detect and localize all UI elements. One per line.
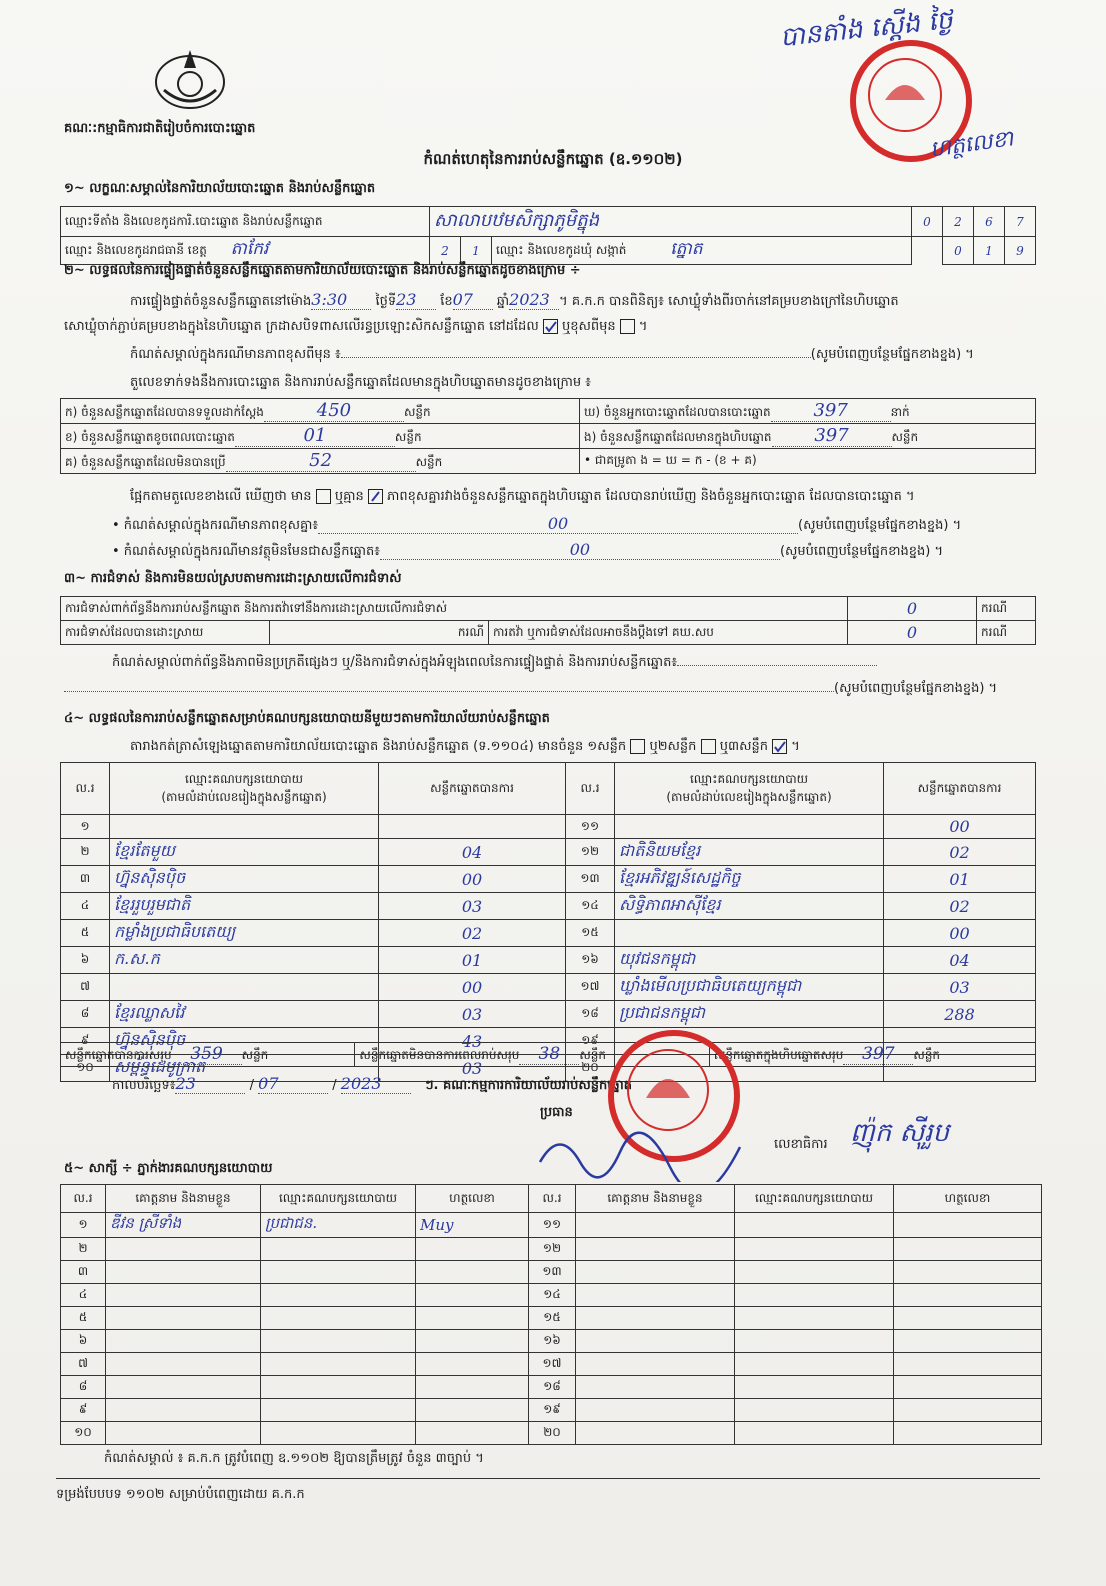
- witness-name[interactable]: [576, 1422, 735, 1445]
- witness-party[interactable]: [261, 1376, 416, 1399]
- witness-party[interactable]: [735, 1376, 894, 1399]
- row-number: ២: [61, 839, 110, 866]
- kho-value: 397: [771, 400, 891, 422]
- date-month: 07: [258, 1074, 328, 1094]
- party-name: ហ្វ៊ុនស៊ិនប៉ិច: [110, 866, 379, 893]
- commune-code-digit: 9: [1005, 237, 1036, 265]
- row-number: ១៧: [529, 1353, 576, 1376]
- row-number: ១៩: [529, 1399, 576, 1422]
- province-code-digit: 1: [461, 237, 492, 265]
- date-line: កាលបរិច្ឆេទ៖23 / 07 / 2023 ៗ. គណៈកម្មការការិយាល័យរាប់សន្លឹកឆ្នោត: [112, 1074, 632, 1093]
- table-row: [61, 920, 1036, 947]
- row-number: ១៩: [566, 1028, 615, 1055]
- party-name: ក.ស.ក: [110, 947, 379, 974]
- row-number: ២: [61, 1238, 106, 1261]
- witness-name[interactable]: [576, 1330, 735, 1353]
- witness-signature[interactable]: [894, 1399, 1042, 1422]
- witness-party[interactable]: [735, 1284, 894, 1307]
- seal-line: សោឃ្លុំចាក់ភ្ជាប់គម្របខាងក្នុងនៃហិបឆ្នោត ក្រដាសបិទពាសលើរន្ធប្រឡោះសិកសន្លឹកឆ្នោត នៅដដែល ឬខុសពីមុន ។: [64, 319, 648, 334]
- different-checkbox[interactable]: [620, 319, 635, 334]
- station-code-digit: 2: [943, 207, 974, 237]
- station-value: សាលាបឋមសិក្សាភូមិត្នុង: [430, 207, 912, 237]
- party-name: សិទ្ធិភាពអាស៊ីខ្មែរ: [615, 893, 884, 920]
- tally-sheet-line: តារាងកត់ត្រាសំឡេងឆ្នោតតាមការិយាល័យបោះឆ្នោត និងរាប់សន្លឹកឆ្នោត (ទ.១១០៤) មានចំនួន ១សន្លឹក ឬ២សន្លឹក ឬ៣សន្លឹក ។: [130, 739, 800, 754]
- section2-title: ២~ លទ្ធផលនៃការផ្ទៀងផ្ទាត់ចំនួនសន្លឹកឆ្នោតតាមការិយាល័យបោះឆ្នោត និងរាប់សន្លឹកឆ្នោតដូចខាងក្រោម ÷: [64, 263, 581, 278]
- province-label: ឈ្មោះ និងលេខកូដរាជធានី ខេត្ត តាកែវ: [61, 237, 430, 265]
- vote-count: 02: [884, 893, 1036, 920]
- month-value: 07: [453, 290, 493, 310]
- station-code-digit: 0: [912, 207, 943, 237]
- invalid-total: សន្លឹកឆ្នោតមិនបានការពេលរាប់សរុប 38 សន្លឹក: [355, 1043, 709, 1067]
- witness-signature[interactable]: [416, 1422, 529, 1445]
- figures-table: ក) ចំនួនសន្លឹកឆ្នោតដែលបានទទួលដាក់ស្ដែង 450 សន្លឹក ឃ) ចំនួនអ្នកបោះឆ្នោតដែលបានបោះឆ្នោត 397 នាក់ ខ) ចំនួនសន្លឹកឆ្នោតខូចពេលបោះឆ្នោត 01 សន្លឹក ង) ចំនួនសន្លឹកឆ្នោតដែលមានក្នុងហិបឆ្នោត 397 សន្លឹក គ) ចំនួនសន្លឹកឆ្នោតដែលមិនបានប្រើ 52 សន្លឹក • ជាគម្រូតា ង = ឃ = ក - (ខ + គ): [60, 398, 1036, 474]
- vote-count: [379, 815, 566, 839]
- three-sheet-checkbox[interactable]: [772, 739, 787, 754]
- witness-party[interactable]: [261, 1353, 416, 1376]
- commune-label: ឈ្មោះ និងលេខកូដឃុំ សង្កាត់ ត្នោត: [492, 237, 912, 265]
- irregularity-note: កំណត់សម្គាល់ពាក់ព័ន្ធនឹងភាពមិនប្រក្រតីផ្សេងៗ ឬ/និងការជំទាស់ក្នុងអំឡុងពេលនៃការផ្ទៀងផ្ទាត់ និងការរាប់សន្លឹកឆ្នោត៖: [112, 654, 1040, 673]
- chair-label: ប្រធាន: [540, 1105, 573, 1120]
- witness-name[interactable]: [576, 1353, 735, 1376]
- table-row: [61, 1261, 1042, 1284]
- national-emblem-icon: [150, 42, 230, 114]
- vote-count: 00: [379, 974, 566, 1001]
- witness-signature[interactable]: [416, 1353, 529, 1376]
- witness-party[interactable]: ប្រជាជន.: [261, 1213, 416, 1238]
- two-sheet-checkbox[interactable]: [701, 739, 716, 754]
- figures-intro: តួលេខទាក់ទងនឹងការបោះឆ្នោត និងការរាប់សន្លឹកឆ្នោតដែលមានក្នុងហិបឆ្នោតមានដូចខាងក្រោម ៖: [130, 375, 591, 390]
- table-row: [61, 1399, 1042, 1422]
- vote-count: 02: [379, 920, 566, 947]
- irregularity-note-line2: (សូមបំពេញបន្ថែមផ្នែកខាងខ្នង) ។: [64, 680, 1040, 699]
- witness-party[interactable]: [261, 1284, 416, 1307]
- row-number: ៩: [61, 1028, 110, 1055]
- row-number: ១១: [529, 1213, 576, 1238]
- witness-name[interactable]: [576, 1284, 735, 1307]
- row-number: ៤: [61, 1284, 106, 1307]
- row-number: ១៨: [566, 1001, 615, 1028]
- table-row: [61, 893, 1036, 920]
- commune-code-digit: 0: [943, 237, 974, 265]
- row-number: ១២: [529, 1238, 576, 1261]
- vote-count: 00: [379, 866, 566, 893]
- has-difference-checkbox[interactable]: [316, 489, 331, 504]
- witness-signature[interactable]: [894, 1284, 1042, 1307]
- party-name: ឃ្លាំងមើលប្រជាធិបតេយ្យកម្ពុជា: [615, 974, 884, 1001]
- party-name: ជាតិនិយមខ្មែរ: [615, 839, 884, 866]
- ngo-value: 397: [772, 425, 892, 447]
- party-name: កម្លាំងប្រជាធិបតេយ្យ: [110, 920, 379, 947]
- station-code-digit: 7: [1005, 207, 1036, 237]
- objection-row1-value: 0: [848, 597, 977, 621]
- valid-total-value: 359: [172, 1044, 242, 1065]
- witness-name[interactable]: [106, 1261, 261, 1284]
- resolved-label: ការជំទាស់ដែលបានដោះស្រាយ: [61, 621, 270, 645]
- witness-signature[interactable]: [894, 1376, 1042, 1399]
- row-number: ១១: [566, 815, 615, 839]
- org-name: គណៈ:កម្មាធិការជាតិរៀបចំការបោះឆ្នោត: [64, 121, 256, 136]
- row-number: ១៤: [566, 893, 615, 920]
- witness-name[interactable]: [576, 1307, 735, 1330]
- committee-label: ៗ. គណៈកម្មការការិយាល័យរាប់សន្លឹកឆ្នោត: [424, 1078, 632, 1093]
- row-number: ៧: [61, 1353, 106, 1376]
- vote-count: 01: [884, 866, 1036, 893]
- verification-line: ការផ្ទៀងផ្ទាត់ចំនួនសន្លឹកឆ្នោតនៅម៉ោង3:30 ថ្ងៃទី23 ខែ07 ឆ្នាំ2023 ។ គ.ក.ក បានពិនិត្យ៖ សោឃ្លុំទាំងពីរចាក់នៅគម្របខាងក្រៅនៃហិបឆ្នោត: [130, 290, 899, 309]
- row-number: ៨: [61, 1001, 110, 1028]
- row-number: ៨: [61, 1376, 106, 1399]
- witness-signature[interactable]: Muy: [416, 1213, 529, 1238]
- row-number: ១០: [61, 1055, 110, 1082]
- results-table: ល.រ ឈ្មោះគណបក្សនយោបាយ (តាមលំដាប់លេខរៀងក្នុងសន្លឹកឆ្នោត) សន្លឹកឆ្នោតបានការ ល.រ ឈ្មោះគណបក្សនយោបាយ (តាមលំដាប់លេខរៀងក្នុងសន្លឹកឆ្នោត) សន្លឹកឆ្នោតបានការ ១ ១១ 00 ២ ខ្មែរតែមួយ 04 ១២ ជាតិនិយមខ្មែរ 02 ៣ ហ្វ៊ុនស៊ិនប៉ិច 00 ១៣ ខ្មែរអភិវឌ្ឍន៍សេដ្ឋកិច្ច 01 ៤ ខ្មែររួបរួមជាតិ 03 ១៤ សិទ្ធិភាពអាស៊ីខ្មែរ 02 ៥ កម្លាំងប្រជាធិបតេយ្យ 02 ១៥ 00 ៦ ក.ស.ក 01 ១៦ យុវជនកម្ពុជា 04 ៧ 00 ១៧ ឃ្លាំងមើលប្រជាធិបតេយ្យកម្ពុជា 03 ៨ ខ្មែរឈ្លាសវៃ 03 ១៨ ប្រជាជនកម្ពុជា 288 ៩ ហ្វ៊ុនស៊ិនប៉ិច 43 ១៩ ១០ សម្ព័ន្ធដេមូក្រាត 03 ២០: [60, 762, 1036, 1082]
- party-name: [615, 815, 884, 839]
- table-row: [61, 1376, 1042, 1399]
- vote-count: 01: [379, 947, 566, 974]
- witness-party[interactable]: [735, 1307, 894, 1330]
- table-row: [61, 1001, 1036, 1028]
- row-number: ១: [61, 1213, 106, 1238]
- difference-check-line: ផ្អែកតាមតួលេខខាងលើ ឃើញថា មាន ឬគ្មាន ភាពខុសគ្នារវាងចំនួនសន្លឹកឆ្នោតក្នុងហិបឆ្នោត ដែលបានរាប់ឃើញ និងចំនួនអ្នកបោះឆ្នោត ដែលបានបោះឆ្នោត ។: [130, 489, 915, 504]
- table-row: [61, 1213, 1042, 1238]
- witness-name[interactable]: [106, 1330, 261, 1353]
- ko-value: 52: [226, 450, 416, 472]
- appeal-value: 0: [848, 621, 977, 645]
- vote-count: 02: [884, 839, 1036, 866]
- vote-count: 288: [884, 1001, 1036, 1028]
- witness-party[interactable]: [261, 1238, 416, 1261]
- witness-party[interactable]: [261, 1330, 416, 1353]
- commune-value: ត្នោត: [670, 239, 703, 259]
- box-total-value: 397: [843, 1044, 913, 1065]
- party-name: [110, 974, 379, 1001]
- witness-name[interactable]: [106, 1353, 261, 1376]
- valid-total: សន្លឹកឆ្នោតបានការសរុប 359 សន្លឹក: [61, 1043, 355, 1067]
- party-name: ប្រជាជនកម្ពុជា: [615, 1001, 884, 1028]
- station-label: ឈ្មោះទីតាំង និងលេខកូដការិ.បោះឆ្នោត និងរាប់សន្លឹកឆ្នោត: [61, 207, 430, 237]
- party-name: [615, 920, 884, 947]
- witness-signature[interactable]: [894, 1422, 1042, 1445]
- time-value: 3:30: [311, 290, 371, 310]
- row-number: ៣: [61, 1261, 106, 1284]
- row-number: ១៣: [529, 1261, 576, 1284]
- same-checkbox[interactable]: [543, 319, 558, 334]
- party-name: ខ្មែរអភិវឌ្ឍន៍សេដ្ឋកិច្ច: [615, 866, 884, 893]
- row-number: ៥: [61, 1307, 106, 1330]
- witness-signature[interactable]: [416, 1376, 529, 1399]
- row-number: ៦: [61, 1330, 106, 1353]
- vote-count: 03: [379, 893, 566, 920]
- witness-signature[interactable]: [894, 1238, 1042, 1261]
- table-row: [61, 815, 1036, 839]
- day-value: 23: [396, 290, 436, 310]
- witness-name[interactable]: [576, 1238, 735, 1261]
- row-number: ៧: [61, 974, 110, 1001]
- row-number: ៦: [61, 947, 110, 974]
- witness-signature[interactable]: [416, 1330, 529, 1353]
- bullet2-line: • កំណត់សម្គាល់ក្នុងករណីមានវត្ថុមិនមែនជាសន្លឹកឆ្នោត៖ 00 (សូមបំពេញបន្ថែមផ្នែកខាងខ្នង) ។: [112, 540, 944, 559]
- bullet1-value: 00: [318, 514, 798, 534]
- party-name: យុវជនកម្ពុជា: [615, 947, 884, 974]
- row-number: ១: [61, 815, 110, 839]
- witness-signature[interactable]: [894, 1330, 1042, 1353]
- row-number: ១៥: [529, 1307, 576, 1330]
- witness-signature[interactable]: [894, 1213, 1042, 1238]
- section1-title: ១~ លក្ខណៈសម្គាល់នៃការិយាល័យបោះឆ្នោត និងរាប់សន្លឹកឆ្នោត: [64, 181, 376, 196]
- row-number: ២០: [566, 1055, 615, 1082]
- table-row: [61, 1422, 1042, 1445]
- witness-table: ល.រ គោត្តនាម និងនាមខ្លួន ឈ្មោះគណបក្សនយោបាយ ហត្ថលេខា ល.រ គោត្តនាម និងនាមខ្លួន ឈ្មោះគណបក្សនយោបាយ ហត្ថលេខា ១ ឌីវន ស្រីទាំង ប្រជាជន. Muy ១១ ២ ១២ ៣ ១៣ ៤ ១៤ ៥ ១៥ ៦ ១៦ ៧ ១៧ ៨ ១៨ ៩ ១៩ ១០ ២០: [60, 1184, 1042, 1445]
- party-name: សម្ព័ន្ធដេមូក្រាត: [110, 1055, 379, 1082]
- witness-signature[interactable]: [416, 1261, 529, 1284]
- date-year: 2023: [341, 1074, 411, 1094]
- party-name: [110, 815, 379, 839]
- no-difference-checkbox[interactable]: [368, 489, 383, 504]
- row-number: ១៧: [566, 974, 615, 1001]
- handwritten-note: បានតាំង ស្ដើង ថ្ងៃ: [778, 5, 955, 53]
- table-row: [61, 947, 1036, 974]
- vote-count: 04: [379, 839, 566, 866]
- witness-party[interactable]: [735, 1261, 894, 1284]
- row-number: ១៨: [529, 1376, 576, 1399]
- form-title: កំណត់ហេតុនៃការរាប់សន្លឹកឆ្នោត (ឧ.១១០២): [423, 150, 683, 168]
- party-name: ហ្វ៊ុនស៊ិនប៉ិច: [110, 1028, 379, 1055]
- one-sheet-checkbox[interactable]: [630, 739, 645, 754]
- box-total: សន្លឹកឆ្នោតក្នុងហិបឆ្នោតសរុប 397 សន្លឹក: [709, 1043, 1035, 1067]
- objection-table: ការជំទាស់ពាក់ព័ន្ធនឹងការរាប់សន្លឹកឆ្នោត និងការតវ៉ាទៅនឹងការដោះស្រាយលើការជំទាស់ 0 ករណី ការជំទាស់ដែលបានដោះស្រាយ ករណី ការតវ៉ា ឬការជំទាស់ដែលអាចនឹងប្ដឹងទៅ គឃ.សប 0 ករណី: [60, 596, 1036, 645]
- table-row: [61, 866, 1036, 893]
- witness-name[interactable]: [106, 1399, 261, 1422]
- row-number: ១៤: [529, 1284, 576, 1307]
- ka-value: 450: [264, 400, 404, 422]
- station-code-digit: 6: [974, 207, 1005, 237]
- chair-signature: [530, 1122, 750, 1186]
- witness-party[interactable]: [735, 1238, 894, 1261]
- party-name: ខ្មែរតែមួយ: [110, 839, 379, 866]
- row-number: ៣: [61, 866, 110, 893]
- appeal-label: ការតវ៉ា ឬការជំទាស់ដែលអាចនឹងប្ដឹងទៅ គឃ.សប: [489, 621, 848, 645]
- witness-name[interactable]: ឌីវន ស្រីទាំង: [106, 1213, 261, 1238]
- witness-party[interactable]: [735, 1213, 894, 1238]
- witness-signature[interactable]: [894, 1261, 1042, 1284]
- vote-count: 03: [884, 974, 1036, 1001]
- row-number: ៥: [61, 920, 110, 947]
- table-row: [61, 1238, 1042, 1261]
- row-number: ២០: [529, 1422, 576, 1445]
- commune-code-digit: 1: [974, 237, 1005, 265]
- section5-title: ៥~ សាក្សី ÷ ភ្នាក់ងារគណបក្សនយោបាយ: [64, 1161, 273, 1176]
- row-number: ១៥: [566, 920, 615, 947]
- row-number: ១៦: [566, 947, 615, 974]
- footer-note: កំណត់សម្គាល់ ៖ គ.ក.ក ត្រូវបំពេញ ឧ.១១០២ ឱ្យបានត្រឹមត្រូវ ចំនួន ៣ច្បាប់ ។: [104, 1451, 484, 1466]
- witness-party[interactable]: [735, 1353, 894, 1376]
- vote-count: 00: [884, 920, 1036, 947]
- party-name: ខ្មែររួបរួមជាតិ: [110, 893, 379, 920]
- witness-name[interactable]: [576, 1213, 735, 1238]
- witness-party[interactable]: [735, 1399, 894, 1422]
- row-number: ១៣: [566, 866, 615, 893]
- date-day: 23: [175, 1074, 245, 1094]
- table-row: [61, 839, 1036, 866]
- witness-name[interactable]: [576, 1376, 735, 1399]
- table-row: [61, 1307, 1042, 1330]
- row-number: ១២: [566, 839, 615, 866]
- bullet1-line: • កំណត់សម្គាល់ក្នុងករណីមានភាពខុសគ្នា៖ 00 (សូមបំពេញបន្ថែមផ្នែកខាងខ្នង) ។: [112, 514, 962, 533]
- table-row: [61, 1353, 1042, 1376]
- witness-signature[interactable]: [416, 1238, 529, 1261]
- witness-name[interactable]: [576, 1261, 735, 1284]
- witness-signature[interactable]: [416, 1307, 529, 1330]
- formula: • ជាគម្រូតា ង = ឃ = ក - (ខ + គ): [580, 449, 1036, 474]
- row-number: ១០: [61, 1422, 106, 1445]
- handwritten-note-2: ហត្ថលេខា: [928, 126, 1015, 163]
- witness-name[interactable]: [106, 1284, 261, 1307]
- kha-value: 01: [235, 425, 395, 447]
- witness-signature[interactable]: [894, 1353, 1042, 1376]
- witness-signature[interactable]: [894, 1307, 1042, 1330]
- totals-table: [60, 1042, 1036, 1067]
- party-name: ខ្មែរឈ្លាសវៃ: [110, 1001, 379, 1028]
- witness-party[interactable]: [261, 1422, 416, 1445]
- vote-count: 03: [379, 1055, 566, 1082]
- witness-name[interactable]: [106, 1307, 261, 1330]
- province-code-digit: 2: [430, 237, 461, 265]
- witness-party[interactable]: [261, 1261, 416, 1284]
- table-row: [61, 974, 1036, 1001]
- witness-party[interactable]: [261, 1307, 416, 1330]
- table-row: [61, 1330, 1042, 1353]
- objection-row1-label: ការជំទាស់ពាក់ព័ន្ធនឹងការរាប់សន្លឹកឆ្នោត និងការតវ៉ាទៅនឹងការដោះស្រាយលើការជំទាស់: [61, 597, 848, 621]
- vote-count: 00: [884, 815, 1036, 839]
- secretary-label: លេខាធិការ: [774, 1137, 828, 1152]
- vote-count: 04: [884, 947, 1036, 974]
- section3-title: ៣~ ការជំទាស់ និងការមិនយល់ស្របតាមការដោះស្រាយលើការជំទាស់: [64, 571, 402, 586]
- witness-name[interactable]: [106, 1376, 261, 1399]
- footer-divider: [56, 1478, 1040, 1479]
- diff-note-line: កំណត់សម្គាល់ក្នុងករណីមានភាពខុសពីមុន ៖ (សូមបំពេញបន្ថែមផ្នែកខាងខ្នង) ។: [130, 347, 974, 362]
- bullet2-value: 00: [380, 540, 780, 560]
- witness-party[interactable]: [735, 1330, 894, 1353]
- vote-count: 43: [379, 1028, 566, 1055]
- invalid-total-value: 38: [519, 1044, 579, 1065]
- year-value: 2023: [509, 290, 559, 310]
- footer-form: ទម្រង់បែបបទ ១១០២ សម្រាប់បំពេញដោយ គ.ក.ក: [56, 1487, 305, 1502]
- row-number: ៤: [61, 893, 110, 920]
- witness-name[interactable]: [576, 1399, 735, 1422]
- row-number: ៩: [61, 1399, 106, 1422]
- witness-signature[interactable]: [416, 1399, 529, 1422]
- witness-name[interactable]: [106, 1238, 261, 1261]
- province-value: តាកែវ: [230, 239, 269, 259]
- row-number: ១៦: [529, 1330, 576, 1353]
- witness-party[interactable]: [261, 1399, 416, 1422]
- witness-name[interactable]: [106, 1422, 261, 1445]
- witness-signature[interactable]: [416, 1284, 529, 1307]
- secretary-signature: ញ៉ុក ស៊ីរួប: [850, 1118, 950, 1148]
- witness-party[interactable]: [735, 1422, 894, 1445]
- section4-title: ៤~ លទ្ធផលនៃការរាប់សន្លឹកឆ្នោតសម្រាប់គណបក្សនយោបាយនីមួយៗតាមការិយាល័យរាប់សន្លឹកឆ្នោត: [64, 711, 550, 726]
- table-row: [61, 1284, 1042, 1307]
- station-table: [60, 206, 1036, 265]
- vote-count: 03: [379, 1001, 566, 1028]
